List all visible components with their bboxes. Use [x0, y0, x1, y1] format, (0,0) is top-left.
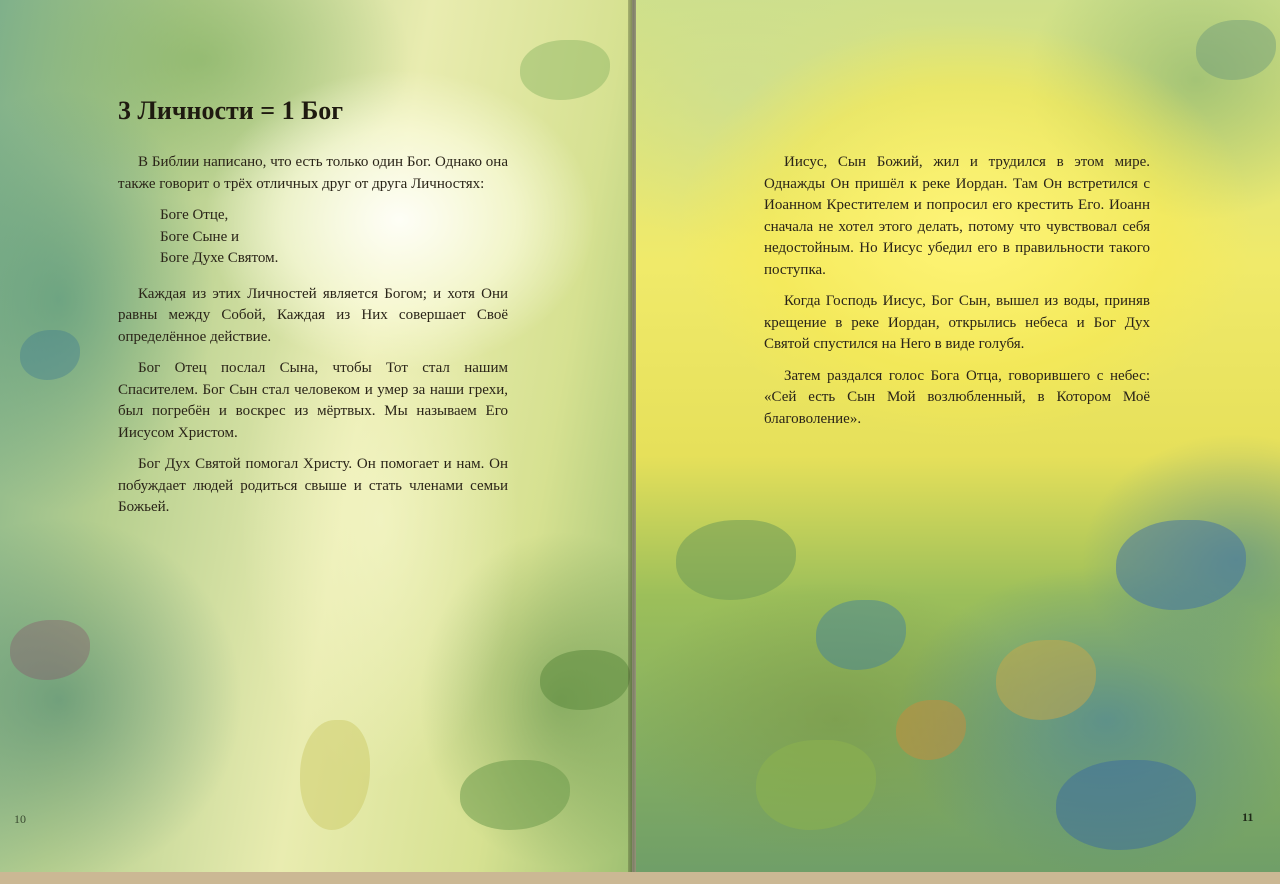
foliage-decoration	[896, 700, 966, 760]
body-paragraph: Иисус, Сын Божий, жил и трудился в этом мире. Однажды Он пришёл к реке Иордан. Там Он встретился с Иоанном Крестителем и попросил его крестить Его. Иоанн сначала не хотел этого делать, потому что чувствовал себя недостойным. Но Иисус убедил его в правильности такого поступка.	[764, 154, 1150, 278]
foliage-decoration	[300, 720, 370, 830]
foliage-decoration	[676, 520, 796, 600]
list-item: Боге Отце,	[160, 207, 229, 223]
body-paragraph: Когда Господь Иисус, Бог Сын, вышел из воды, приняв крещение в реке Иордан, открылись небеса и Бог Дух Святой спустился на Него в виде голубя.	[764, 293, 1150, 352]
foliage-decoration	[520, 40, 610, 100]
right-page	[636, 0, 1280, 876]
body-paragraph: Бог Дух Святой помогал Христу. Он помогает и нам. Он побуждает людей родиться свыше и стать членами семьи Божьей.	[118, 456, 508, 515]
foliage-decoration	[996, 640, 1096, 720]
foliage-decoration	[20, 330, 80, 380]
left-page	[0, 0, 632, 876]
foliage-decoration	[540, 650, 630, 710]
list-item: Боге Сыне и	[160, 228, 240, 245]
foliage-decoration	[1196, 20, 1276, 80]
right-text-block	[764, 152, 1150, 440]
body-paragraph: Затем раздался голос Бога Отца, говорившего с небес: «Сей есть Сын Мой возлюбленный, в Котором Моё благоволение».	[764, 367, 1150, 427]
page-number-right: 11	[1242, 810, 1254, 824]
page-number-left: 10	[14, 812, 26, 826]
intro-paragraph: В Библии написано, что есть только один Бог. Однако она также говорит о трёх отличных друг от друга Личностях:	[118, 154, 508, 192]
left-text-block	[118, 152, 508, 529]
table-surface	[0, 872, 1280, 884]
persons-list	[118, 205, 508, 270]
foliage-decoration	[1056, 760, 1196, 850]
page-title: 3 Личности = 1 Бог	[118, 96, 344, 125]
list-item: Боге Духе Святом.	[160, 250, 279, 266]
foliage-decoration	[460, 760, 570, 830]
foliage-decoration	[1116, 520, 1246, 610]
foliage-decoration	[756, 740, 876, 830]
body-paragraph: Бог Отец послал Сына, чтобы Тот стал нашим Спасителем. Бог Сын стал человеком и умер за наши грехи, был погребён и воскрес из мёртвых. Мы называем Его Иисусом Христом.	[118, 360, 508, 441]
body-paragraph: Каждая из этих Личностей является Богом; и хотя Они равны между Собой, Каждая из Них совершает Своё определённое действие.	[118, 285, 508, 345]
foliage-decoration	[816, 600, 906, 670]
foliage-decoration	[10, 620, 90, 680]
